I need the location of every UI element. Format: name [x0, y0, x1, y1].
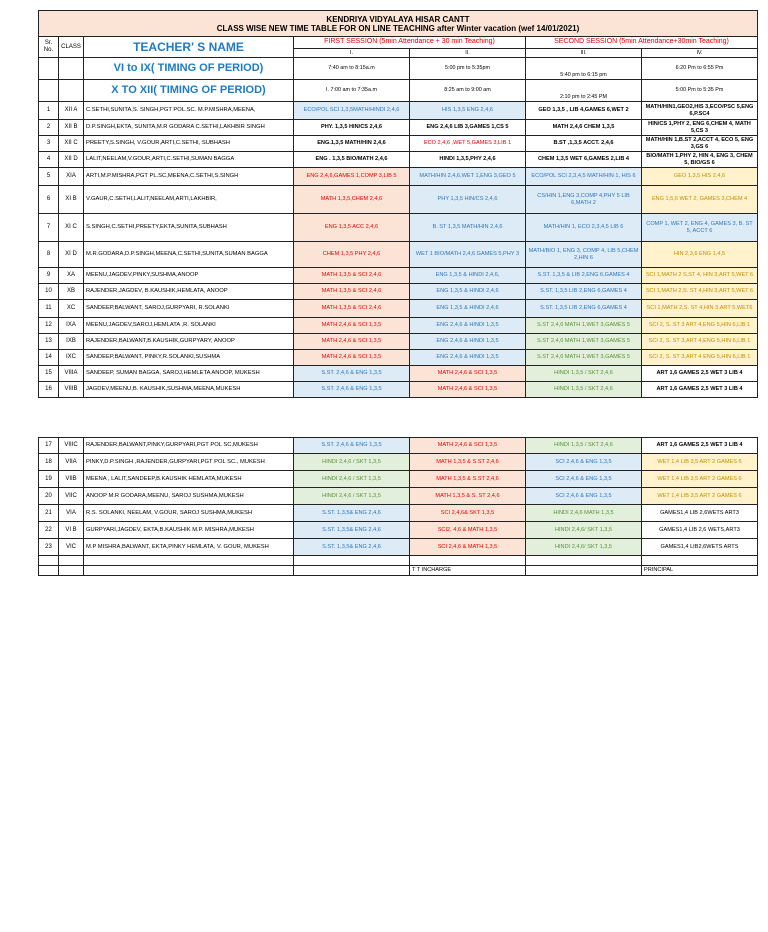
class-cell: XC — [59, 300, 84, 318]
table-title — [39, 11, 758, 37]
teacher-cell: LALIT,NEELAM,V.GOUR,ARTI,C.SETHI,SUMAN BAGGA — [84, 152, 294, 168]
period-1-cell: PHY. 1,3,5 HIN/CS 2,4,6 — [294, 120, 410, 136]
period-2-cell: HIS 1,3,5 ENG 2,4,6 — [410, 102, 526, 120]
period-3-cell: SCI 2,4,6 & ENG 1,3,5 — [526, 454, 642, 471]
period-1-cell: MATH 1,3,5 & SCI 2,4,6 — [294, 300, 410, 318]
period-4-cell: WET 1,4 LIB 3,5 ART 2 GAMES 6 — [642, 454, 758, 471]
class-cell: XIA — [59, 168, 84, 186]
junior-time-1: 7:40 am to 8:15a.m — [294, 58, 410, 80]
period-4-cell: WET 1,4 LIB 3,5 ART 2 GAMES 6 — [642, 471, 758, 488]
teacher-cell: R.S. SOLANKI, NEELAM, V.GOUR, SAROJ SUSHMA,MUKESH — [84, 505, 294, 522]
sr-cell: 22 — [39, 522, 59, 539]
class-cell: XB — [59, 284, 84, 300]
sr-cell: 4 — [39, 152, 59, 168]
period-3-cell: S.ST. 1,3,5 LIB 2,ENG 6,GAMES 4 — [526, 284, 642, 300]
period-4-cell: SCI 2, S. ST 3 ART 4,ENG 5,HIN 6,LIB 1 — [642, 318, 758, 334]
table-row — [39, 268, 758, 284]
period-4-cell: GAMES1,4 LIB2,6WETS ARTS — [642, 539, 758, 556]
period-1-cell: S.ST. 2,4,6 & ENG 1,3,5 — [294, 438, 410, 454]
class-cell: IXC — [59, 350, 84, 366]
timetable-main — [38, 10, 758, 398]
period-2-cell: MATH 2,4,6 & SCI 1,3,5 — [410, 438, 526, 454]
table-row — [39, 471, 758, 488]
principal-label: PRINCIPAL — [642, 566, 758, 576]
period-4-cell: GAMES1,4 LIB 2,6WETS ART3 — [642, 505, 758, 522]
period-4-cell: ART 1,6 GAMES 2,5 WET 3 LIB 4 — [642, 366, 758, 382]
period-2-cell: SCI 2,4,6& SKT 1,3,5 — [410, 505, 526, 522]
period-3-cell: S.ST 2,4,6 MATH 1,WET 3,GAMES 5 — [526, 350, 642, 366]
class-cell: XII C — [59, 136, 84, 152]
class-cell: XII A — [59, 102, 84, 120]
period-4-cell: ART 1,6 GAMES 2,5 WET 3 LIB 4 — [642, 382, 758, 398]
class-cell: IXA — [59, 318, 84, 334]
teacher-cell: RAJENDER,BALWANT,B.KAUSHIK,GURPYARY, ANOOP — [84, 334, 294, 350]
period-2-cell: MATH 2,4,6 & SCI 1,3,5 — [410, 382, 526, 398]
class-cell: XI C — [59, 214, 84, 242]
period-1-cell: S.ST. 1,3,5& ENG 2,4,6 — [294, 539, 410, 556]
table-row — [39, 438, 758, 454]
teacher-cell: GURPYARI,JAGDEV, EKTA,B.KAUSHIK M.P. MISHRA,MUKESH — [84, 522, 294, 539]
sr-cell: 3 — [39, 136, 59, 152]
period-3-cell: SCI 2,4,6 & ENG 1,3,5 — [526, 488, 642, 505]
period-4-cell: GAMES1,4 LIB 2,6 WETS,ART3 — [642, 522, 758, 539]
class-cell: VIIIB — [59, 382, 84, 398]
class-cell: VIA — [59, 505, 84, 522]
table-row — [39, 214, 758, 242]
sr-cell: 7 — [39, 214, 59, 242]
senior-time-1: I. 7:00 am to 7:35a.m — [294, 80, 410, 102]
teacher-cell: SANDEEP,BALWANT, PINKY,R.SOLANKI,SUSHMA — [84, 350, 294, 366]
period-4-cell: SCI 1,MATH 2,S. ST 4,HIN 3,ART 5,WET 6 — [642, 284, 758, 300]
class-cell: XA — [59, 268, 84, 284]
table-row — [39, 454, 758, 471]
period-4-cell: SCI 1,MATH 2 S.ST 4, HIN 3,ART 5,WET 6 — [642, 268, 758, 284]
sr-cell: 11 — [39, 300, 59, 318]
teacher-cell: ARTI,M.P.MISHRA,PGT PL.SC,MEENA,C.SETHI,S.SINGH — [84, 168, 294, 186]
teacher-cell: C.SETHI,SUNITA,S. SINGH,PGT POL.SC. M.P.MISHRA,MEENA, — [84, 102, 294, 120]
table-row — [39, 488, 758, 505]
period-1-header: I. — [294, 49, 410, 58]
period-2-cell: ENG 1,3,5 & HINDI 2,4,6 — [410, 284, 526, 300]
period-3-cell: CHEM 1,3,5 WET 6,GAMES 2,LIB 4 — [526, 152, 642, 168]
class-cell: VIIIA — [59, 366, 84, 382]
table-row — [39, 136, 758, 152]
class-cell: XII B — [59, 120, 84, 136]
period-3-cell: MATH/HIN 1, ECO 2,3,4,5 LIB 6 — [526, 214, 642, 242]
period-1-cell: S.ST. 2,4,6 & ENG 1,3,5 — [294, 366, 410, 382]
period-2-cell: ENG 2,4,6 & HINDI 1,3,5 — [410, 334, 526, 350]
sr-cell: 18 — [39, 454, 59, 471]
period-2-cell: SCI2, 4,6 & MATH 1,3,5 — [410, 522, 526, 539]
period-3-cell: HINDI 1,3,5 / SKT 2,4,6 — [526, 382, 642, 398]
period-4-cell: GEO 1,3,5 HIS 2,4,6 — [642, 168, 758, 186]
teacher-cell: RAJENDER,JAGDEV, B.KAUSHIK,HEMLATA, ANOOP — [84, 284, 294, 300]
table-row — [39, 102, 758, 120]
period-2-cell: ENG 1,3,5 & HINDI 2,4,6, — [410, 268, 526, 284]
period-1-cell: HINDI 2,4,6 / SKT 1,3,5 — [294, 488, 410, 505]
period-2-cell: MATH/HIN 2,4,6,WET 1,ENG 3,GEO 5 — [410, 168, 526, 186]
teacher-cell: MEENU,JAGDEV,SAROJ,HEMLATA ,R. SOLANKI — [84, 318, 294, 334]
class-cell: VIC — [59, 539, 84, 556]
period-4-cell: ENG 1,5,6 WET 2, GAMES 3,CHEM 4 — [642, 186, 758, 214]
period-1-cell: HINDI 2,4,6 / SKT 1,3,5 — [294, 471, 410, 488]
period-2-header: II. — [410, 49, 526, 58]
period-4-cell: MATH/HIN1,GEO2,HIS 3,ECO/PSC 5,ENG 6,P.SC4 — [642, 102, 758, 120]
junior-timing-label: VI to IX( TIMING OF PERIOD) — [84, 58, 294, 80]
period-2-cell: B. ST 1,3,5 MATH/HIN 2,4,6 — [410, 214, 526, 242]
period-2-cell: MATH 1,3,5 & S. ST 2,4,6 — [410, 488, 526, 505]
period-2-cell: PHY 1,3,5 HIN/CS 2,4,6 — [410, 186, 526, 214]
junior-time-2: 5:00 pm to 5:35pm — [410, 58, 526, 80]
class-cell: VIIA — [59, 454, 84, 471]
first-session-header: FIRST SESSION (5min Attendance + 30 min Teaching) — [294, 37, 526, 49]
period-3-cell: B.ST ,1,3,5 ACCT. 2,4,6 — [526, 136, 642, 152]
period-3-cell: MATH 2,4,6 CHEM 1,3,5 — [526, 120, 642, 136]
table-row — [39, 505, 758, 522]
period-3-cell: CS/HIN 1,ENG 3,COMP 4,PHY 5 LIB 6,MATH 2 — [526, 186, 642, 214]
period-1-cell: HINDI 2,4,6 / SKT 1,3,5 — [294, 454, 410, 471]
period-2-cell: ENG 2,4,6 & HINDI 1,3,5 — [410, 318, 526, 334]
teacher-cell: V.GAUR,C.SETHI,LALIT,NEELAM,ARTI,LAKHBIR, — [84, 186, 294, 214]
table-row — [39, 318, 758, 334]
sr-cell: 8 — [39, 242, 59, 268]
period-3-cell: ECO/POL SCI 2,3,4,5 MATH/HIN 1, HIS 6 — [526, 168, 642, 186]
period-2-cell: ENG 1,3,5 & HINDI 2,4,6 — [410, 300, 526, 318]
table-row — [39, 366, 758, 382]
table-row — [39, 334, 758, 350]
period-1-cell: S.ST. 1,3,5& ENG 2,4,6 — [294, 522, 410, 539]
sr-cell: 15 — [39, 366, 59, 382]
period-1-cell: MATH 2,4,6 & SCI 1,3,5 — [294, 334, 410, 350]
period-2-cell: ENG 2,4,6 & HINDI 1,3,5 — [410, 350, 526, 366]
period-1-cell: S.ST. 2,4,6 & ENG 1,3,5 — [294, 382, 410, 398]
junior-time-3: 5:40 pm to 6:15 pm — [526, 58, 642, 80]
period-1-cell: ENG.1,3,5 MATH/HIN 2,4,6 — [294, 136, 410, 152]
sr-cell: 9 — [39, 268, 59, 284]
class-cell: XI B — [59, 186, 84, 214]
period-3-cell: S.ST. 1,3,5 & LIB 2,ENG 6,GAMES 4 — [526, 268, 642, 284]
period-4-cell: MATH/HIN 1,B.ST 2,ACCT 4, ECO 5, ENG 3,GS 6 — [642, 136, 758, 152]
sr-cell: 20 — [39, 488, 59, 505]
teacher-cell: MEENA , LALIT,SANDEEP,B.KAUSHIK HEMLATA,MUKESH — [84, 471, 294, 488]
sr-cell: 17 — [39, 438, 59, 454]
table-row — [39, 350, 758, 366]
table-row — [39, 242, 758, 268]
period-4-cell: SCI 2, S. ST 3,ART 4,ENG 5,HIN 6,LIB 1 — [642, 334, 758, 350]
sr-cell: 2 — [39, 120, 59, 136]
timetable-title: CLASS WISE NEW TIME TABLE FOR ON LINE TEACHING after Winter vacation (wef 14/01/2021) — [216, 23, 580, 33]
period-1-cell: MATH 1,3,5 & SCI 2,4,6 — [294, 284, 410, 300]
teacher-cell: S.SINGH,C.SETHI,PREETY,EKTA,SUNITA,SUBHASH — [84, 214, 294, 242]
sr-cell: 23 — [39, 539, 59, 556]
table-row — [39, 152, 758, 168]
sr-cell: 13 — [39, 334, 59, 350]
period-3-cell: HINDI 2,4,6/ SKT 1,3,5 — [526, 522, 642, 539]
class-header: CLASS — [59, 37, 84, 58]
sr-cell: 5 — [39, 168, 59, 186]
teacher-cell: PREETY,S.SINGH, V.GOUR,ARTI,C.SETHI, SUBHASH — [84, 136, 294, 152]
teacher-cell: MEENU,JAGDEV,PINKY,SUSHMA,ANOOP — [84, 268, 294, 284]
sr-cell: 21 — [39, 505, 59, 522]
teacher-cell: SANDEEP, SUMAN BAGGA, SAROJ,HEMLETA ANOOP, MUKESH — [84, 366, 294, 382]
period-4-cell: HIN/CS 1,PHY 2, ENG 6,CHEM 4, MATH 5,CS 3 — [642, 120, 758, 136]
period-2-cell: MATH 1,3,5 & S.ST 2,4,6 — [410, 454, 526, 471]
period-1-cell: MATH 2,4,6 & SCI 1,3,5 — [294, 318, 410, 334]
period-4-cell: HIN 2,3,6 ENG 1,4,5 — [642, 242, 758, 268]
teacher-cell: ANOOP M.R GODARA,MEENU, SAROJ SUSHMA,MUKESH — [84, 488, 294, 505]
class-cell: VI B — [59, 522, 84, 539]
teacher-cell: SANDEEP,BALWANT, SAROJ,GURPYARI, R.SOLANKI — [84, 300, 294, 318]
table-row — [39, 284, 758, 300]
sr-cell: 1 — [39, 102, 59, 120]
teacher-cell: JAGDEV,MEENU,B. KAUSHIK,SUSHMA,MEENA,MUKESH — [84, 382, 294, 398]
class-cell: XI D — [59, 242, 84, 268]
period-1-cell: ENG 2,4,6,GAMES 1,COMP 3,LIB 5 — [294, 168, 410, 186]
class-cell: VIIC — [59, 488, 84, 505]
period-3-cell: S.ST 2,4,6 MATH 1,WET 3,GAMES 5 — [526, 334, 642, 350]
period-2-cell: ECO 2,4,6 ,WET 5,GAMES 3,LIB 1 — [410, 136, 526, 152]
sr-cell: 6 — [39, 186, 59, 214]
period-4-cell: SCI 2, S. ST 3,ART 4 ENG 5,HIN 6,LIB 1 — [642, 350, 758, 366]
period-1-cell: CHEM 1,3,5 PHY 2,4,6 — [294, 242, 410, 268]
senior-time-4: 5:00 Pm to 5:35 Pm — [642, 80, 758, 102]
period-3-cell: HINDI 1,3,5 / SKT 2,4,6 — [526, 438, 642, 454]
table-row — [39, 168, 758, 186]
class-cell: XII D — [59, 152, 84, 168]
period-1-cell: MATH 1,3,5 & SCI 2,4,6 — [294, 268, 410, 284]
period-1-cell: ECO/POL SCI 1,3,5MATH/HINDI 2,4,6 — [294, 102, 410, 120]
timetable-junior — [38, 437, 758, 576]
school-name: KENDRIYA VIDYALAYA HISAR CANTT — [326, 14, 470, 24]
junior-time-4: 6:20 Pm to 6:55 Pm — [642, 58, 758, 80]
period-1-cell: ENG 1,3,5 ACC 2,4,6 — [294, 214, 410, 242]
period-4-cell: BIO/MATH 1,PHY 2, HIN 4, ENG 3, CHEM 5, BIO/GS 6 — [642, 152, 758, 168]
period-4-cell: ART 1,6 GAMES 2,5 WET 3 LIB 4 — [642, 438, 758, 454]
period-3-cell: HINDI 2,4,6/ SKT 1,3,5 — [526, 539, 642, 556]
table-row — [39, 186, 758, 214]
period-2-cell: SCI 2,4,6 & MATH 1,3,5 — [410, 539, 526, 556]
sr-cell: 16 — [39, 382, 59, 398]
period-4-cell: WET 1,4 LIB 3,5 ART 2 GAMES 6 — [642, 488, 758, 505]
sr-cell: 19 — [39, 471, 59, 488]
sr-cell: 10 — [39, 284, 59, 300]
period-3-header: III. — [526, 49, 642, 58]
sr-cell: 12 — [39, 318, 59, 334]
period-1-cell: S.ST. 1,3,5& ENG 2,4,6 — [294, 505, 410, 522]
teacher-cell: PINKY,D.P.SINGH ,RAJENDER,GURPYARI,PGT POL SC., MUKESH — [84, 454, 294, 471]
period-1-cell: ENG . 1,3,5 BIO/MATH 2,4,6 — [294, 152, 410, 168]
period-3-cell: SCI 2,4,6 & ENG 1,3,5 — [526, 471, 642, 488]
senior-timing-label: X TO XII( TIMING OF PERIOD) — [84, 80, 294, 102]
period-1-cell: MATH 2,4,6 & SCI 1,3,5 — [294, 350, 410, 366]
teacher-header: TEACHER' S NAME — [84, 37, 294, 58]
period-3-cell: HINDI 2,4,6 MATH 1,3,5 — [526, 505, 642, 522]
period-2-cell: HINDI 1,3,5,PHY 2,4,6 — [410, 152, 526, 168]
period-2-cell: MATH 2,4,6 & SCI 1,3,5 — [410, 366, 526, 382]
sr-no-header: Sr. No. — [39, 37, 59, 58]
senior-time-3: 2:10 pm to 2:45 PM — [526, 80, 642, 102]
period-2-cell: ENG 2,4,6 LIB 3,GAMES 1,CS 5 — [410, 120, 526, 136]
period-3-cell: S.ST 2,4,6 MATH 1,WET 3,GAMES 5 — [526, 318, 642, 334]
class-cell: VIIB — [59, 471, 84, 488]
period-4-header: IV. — [642, 49, 758, 58]
period-4-cell: SCI 1,MATH 2,S. ST 4,HIN 3,ART 5,WET6 — [642, 300, 758, 318]
class-cell: VIIIC — [59, 438, 84, 454]
tt-incharge-label: T T INCHARGE — [410, 566, 526, 576]
class-cell: IXB — [59, 334, 84, 350]
period-1-cell: MATH 1,3,5,CHEM 2,4,6 — [294, 186, 410, 214]
second-session-header: SECOND SESSION (5min Attendance+30min Teaching) — [526, 37, 758, 49]
teacher-cell: RAJENDER,BALWANT,PINKY,GURPYARI,PGT POL SC,MUKESH — [84, 438, 294, 454]
table-row — [39, 539, 758, 556]
period-3-cell: S.ST. 1,3,5 LIB 2,ENG 6,GAMES 4 — [526, 300, 642, 318]
table-row — [39, 300, 758, 318]
table-row — [39, 120, 758, 136]
teacher-cell: D.P.SINGH,EKTA, SUNITA,M.R GODARA C.SETHI,LAKHBIR SINGH — [84, 120, 294, 136]
period-2-cell: WET 1 BIO/MATH 2,4,6 GAMES 5,PHY 3 — [410, 242, 526, 268]
table-row — [39, 382, 758, 398]
period-4-cell: COMP 1, WET 2, ENG 4, GAMES 3, B. ST 5, ACCT 6 — [642, 214, 758, 242]
period-3-cell: GEO 1,3,5 , LIB 4,GAMES 6,WET 2 — [526, 102, 642, 120]
teacher-cell: M.R.GODARA,D.P.SINGH,MEENA,C.SETHI,SUNITA,SUMAN BAGGA — [84, 242, 294, 268]
table-row — [39, 522, 758, 539]
sr-cell: 14 — [39, 350, 59, 366]
senior-time-2: 8:25 am to 9:00 am — [410, 80, 526, 102]
period-2-cell: MATH 1,3,5 & S.ST 2,4,6 — [410, 471, 526, 488]
period-3-cell: HINDI 1,3,5 / SKT 2,4,6 — [526, 366, 642, 382]
period-3-cell: MATH/BIO 1, ENG 3, COMP 4, LIB 5,CHEM 2,HIN 6 — [526, 242, 642, 268]
teacher-cell: M.P MISHRA,BALWANT, EKTA,PINKY HEMLATA, V. GOUR, MUKESH — [84, 539, 294, 556]
